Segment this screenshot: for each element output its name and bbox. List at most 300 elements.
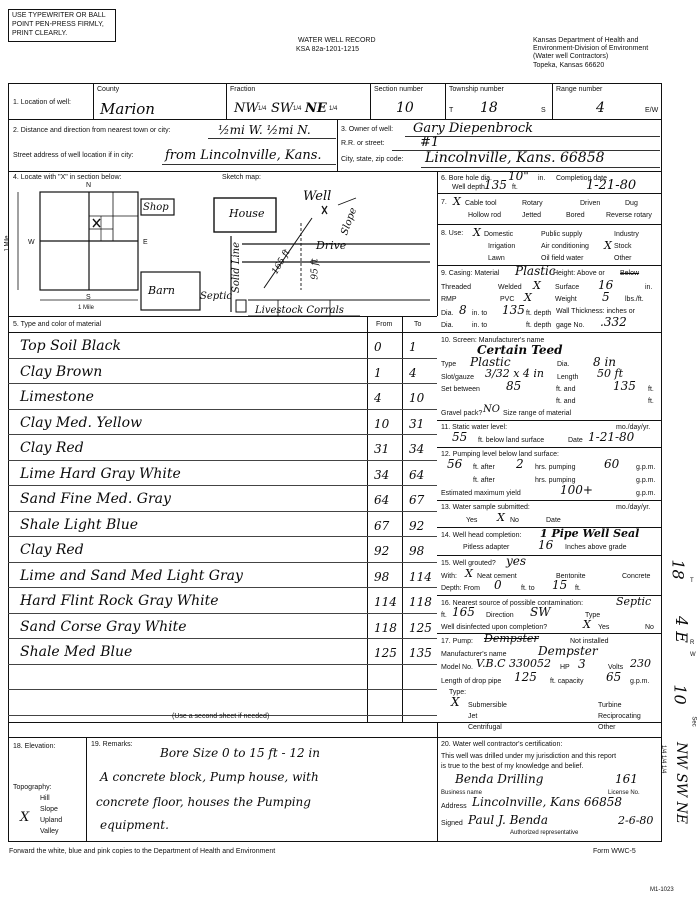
pump-mfr: Manufacturer's name (441, 651, 507, 658)
log-material: Sand Corse Gray White (20, 618, 187, 635)
distance-value: ½mi W. ½mi N. (218, 123, 311, 137)
log-material: Top Soil Black (20, 338, 121, 354)
pump-x: X (451, 695, 460, 709)
pump-cap: ft. capacity (550, 678, 584, 685)
casing-surface: Surface (555, 284, 580, 291)
pump-gpm: g.p.m. (630, 678, 650, 685)
casing-label: 9. Casing: Material (441, 270, 500, 277)
static-level: 55 (452, 430, 468, 444)
owner-value: Gary Diepenbrock (413, 121, 534, 136)
margin-sec-label: Sec (690, 716, 697, 727)
log-to: 98 (409, 544, 425, 558)
to-header: To (414, 321, 422, 328)
log-rule (8, 587, 437, 588)
compass-e: E (143, 239, 148, 246)
casing-gage-val: .332 (600, 315, 627, 329)
remarks-2: A concrete block, Pump house, with (100, 770, 319, 784)
margin-r-label: R (690, 640, 695, 646)
grout-to: 15 (552, 578, 568, 592)
screen-ft: ft. (648, 386, 654, 393)
screen-type-val: Plastic (470, 355, 511, 369)
footer-note: Forward the white, blue and pink copies to the Department of Health and Environment (9, 848, 276, 855)
screen-label: 10. Screen: Manufacturer's name (441, 337, 545, 344)
gravel-val: NO (483, 404, 500, 415)
pitless-above: 16 (538, 538, 554, 552)
log-from: 0 (374, 340, 382, 354)
margin-w-label: W (690, 652, 696, 658)
map-drive: Drive (316, 239, 347, 252)
pump-cent: Centrifugal (468, 724, 502, 731)
sample-mo: mo./day/yr. (616, 504, 651, 511)
log-rule (8, 562, 437, 563)
log-rule (8, 689, 437, 690)
township-label: Township number (449, 86, 504, 93)
city-value: Lincolnville, Kans. 66858 (425, 150, 605, 166)
compass-w: W (28, 239, 35, 246)
fraction-value-3: NE (305, 101, 327, 116)
log-to: 31 (409, 416, 425, 431)
screen-set-1: 85 (506, 379, 522, 393)
screen-mfr: Certain Teed (477, 343, 563, 357)
topo-x: X (20, 810, 30, 825)
mile-horizontal: 1 Mile (78, 305, 95, 311)
cert-label: 20. Water well contractor's certification: (441, 741, 563, 748)
use-industry: Industry (614, 231, 639, 238)
pump-drop-val: 125 (514, 670, 537, 684)
cert-l2: This well was drilled under my jurisdiction and this report (441, 753, 617, 760)
log-to: 4 (409, 365, 417, 380)
map-barn: Barn (148, 284, 175, 297)
owner-label: 3. Owner of well: (341, 126, 394, 133)
screen-dia-val: 8 in (593, 355, 617, 369)
bore-label: 6. Bore hole dia. (441, 175, 492, 182)
map-corrals: Livestock Corrals (255, 305, 344, 316)
remarks-label: 19. Remarks: (91, 741, 133, 748)
sample-label: 13. Water sample submitted: (441, 504, 530, 511)
quarter-2: 1/4 (293, 106, 302, 112)
location-label: 1. Location of well: (13, 99, 71, 106)
log-to: 34 (409, 442, 425, 456)
contam-val: Septic (616, 595, 652, 608)
screen-ft-and-2: ft. and (556, 398, 576, 405)
use-public: Public supply (541, 231, 583, 238)
street-label: Street address of well location if in city: (13, 152, 134, 159)
pump-volts: Volts (608, 664, 624, 671)
log-material: Sand Fine Med. Gray (20, 491, 171, 507)
log-rule (8, 460, 437, 461)
log-material: Clay Brown (20, 363, 103, 380)
casing-dia-2: Dia. (441, 322, 454, 329)
compass-s: S (86, 294, 91, 301)
log-rule (8, 511, 437, 512)
grouted-val: yes (506, 554, 527, 568)
log-material: Shale Light Blue (20, 516, 139, 533)
pump-notinst: Not installed (570, 638, 609, 645)
log-to: 118 (409, 595, 432, 609)
log-to: 92 (409, 518, 425, 533)
casing-depth-val: 135 (502, 303, 525, 317)
casing-threaded: Threaded (441, 284, 471, 291)
margin-t-label: T (690, 578, 694, 584)
static-date: 1-21-80 (588, 430, 635, 444)
disinfected-yes: Yes (598, 624, 610, 631)
log-from: 10 (374, 416, 390, 431)
depth-value: 135 (484, 178, 507, 192)
use-label: 8. Use: (441, 230, 464, 237)
dug: Dug (625, 200, 638, 207)
quarter-1: 1/4 (258, 106, 267, 112)
cert-signed: Signed (441, 820, 463, 827)
log-from: 34 (374, 467, 390, 482)
disinfected-label: Well disinfected upon completion? (441, 624, 548, 631)
grout-ft-to: ft. to (521, 585, 535, 592)
cert-lic: 161 (615, 772, 638, 786)
map-dist-165: 165 ft (270, 247, 293, 277)
screen-ft-3: ft. (648, 398, 654, 405)
log-to: 135 (409, 646, 432, 660)
reverse-rotary: Reverse rotary (606, 212, 652, 219)
depth-label: Well depth (452, 184, 485, 191)
grout-with: With: (441, 573, 457, 580)
log-material: Lime and Sand Med Light Gray (20, 567, 243, 584)
log-rule (8, 613, 437, 614)
contam-type: Type (585, 612, 601, 619)
fraction-label: Fraction (230, 86, 256, 93)
quarter-3: 1/4 (329, 106, 338, 112)
screen-set: Set between (441, 386, 480, 393)
pumping-hrs-2: hrs. pumping (535, 477, 576, 484)
screen-ft-and: ft. and (556, 386, 576, 393)
notice-line-2: POINT PEN-PRESS FIRMLY, (12, 21, 104, 28)
margin-section: 10 (670, 684, 690, 705)
contam-direction: Direction (486, 612, 514, 619)
casing-material: Plastic (515, 264, 556, 278)
rr-label: R.R. or street: (341, 140, 385, 147)
fraction-value-1: NW (234, 101, 259, 116)
log-from: 4 (374, 391, 382, 405)
topo-upland: Upland (40, 817, 63, 824)
city-label: City, state, zip code: (341, 156, 404, 163)
bored: Bored (566, 212, 585, 219)
use-lawn: Lawn (488, 255, 505, 262)
agency-4: Topeka, Kansas 66620 (533, 62, 605, 69)
margin-quarters: NW SW NE (673, 742, 689, 824)
contam-dist: 165 (452, 605, 475, 619)
wellhead-val: 1 Pipe Well Seal (540, 527, 640, 540)
completion-date: 1-21-80 (586, 178, 637, 193)
gravel-label: Gravel pack? (441, 410, 483, 417)
pump-model: Model No. (441, 664, 473, 671)
pump-sub: Submersible (468, 702, 507, 709)
contam-label: 16. Nearest source of possible contamination: (441, 600, 584, 607)
table-footer: (Use a second sheet if needed) (172, 713, 270, 720)
static-label: 11. Static water level: (441, 424, 508, 431)
pump-turb: Turbine (598, 702, 622, 709)
log-to: 114 (409, 569, 432, 584)
pump-hp: HP (560, 664, 570, 671)
pump-val: Dempster (484, 632, 539, 645)
mile-vertical: 1 Mile (4, 235, 11, 252)
disinfected-no: No (645, 624, 654, 631)
sample-x: X (497, 511, 505, 524)
sample-date: Date (546, 517, 561, 524)
bore-dia: 10" (508, 169, 529, 183)
log-rule (8, 664, 437, 665)
agency-1: Kansas Department of Health and (533, 37, 639, 44)
cert-addr-label: Address (441, 803, 467, 810)
pumping-v1: 56 (447, 457, 463, 471)
pump-model-val: V.B.C 330052 (476, 657, 552, 670)
map-septic: Septic (200, 291, 232, 302)
log-to: 10 (409, 391, 425, 405)
sec7-x: X (453, 195, 461, 208)
casing-dia: Dia. (441, 310, 454, 317)
casing-wall: Wall Thickness: inches or (556, 308, 635, 315)
completion-label: Completion date (556, 175, 607, 182)
log-to: 67 (409, 493, 425, 507)
gravel-size: Size range of material (503, 410, 572, 417)
casing-dia-val: 8 (459, 303, 467, 317)
fraction-value-2: SW (271, 101, 294, 116)
pitless-inches: Inches above grade (565, 544, 627, 551)
log-from: 98 (374, 569, 390, 584)
margin-township: 18 (668, 559, 688, 580)
form-title: WATER WELL RECORD (298, 37, 376, 44)
log-from: 118 (374, 620, 397, 635)
pump-mfr-val: Dempster (538, 644, 598, 658)
map-house: House (229, 207, 265, 220)
map-well: Well (303, 189, 332, 204)
disinfected-x: X (583, 618, 591, 631)
screen-slot: Slot/gauze (441, 374, 475, 381)
pump-hp-val: 3 (578, 657, 586, 671)
driven: Driven (580, 200, 601, 207)
log-rule (8, 536, 437, 537)
map-solid-line: Solid Line (231, 241, 243, 294)
range-label: Range number (556, 86, 603, 93)
grout-x: X (465, 567, 473, 580)
range-value: 4 (596, 100, 605, 116)
agency-3: (Water well Contractors) (533, 53, 609, 60)
pump-other: Other (598, 724, 616, 731)
yield-value: 100+ (560, 483, 593, 497)
pitless-label: Pitless adapter (463, 544, 510, 551)
section-label: Section number (374, 86, 424, 93)
range-ew: E/W (645, 107, 659, 114)
distance-label: 2. Distance and direction from nearest town or city: (13, 127, 171, 134)
agency-2: Environment-Division of Environment (533, 45, 649, 52)
pumping-after-2: ft. after (473, 477, 495, 484)
cert-ln: License No. (608, 790, 640, 796)
screen-dia: Dia. (557, 361, 570, 368)
grouted-label: 15. Well grouted? (441, 560, 496, 567)
log-material: Clay Med. Yellow (20, 414, 143, 431)
casing-welded-x: X (533, 279, 541, 292)
county-value: Marion (100, 100, 155, 118)
pump-label: 17. Pump: (441, 638, 473, 645)
log-material: Shale Med Blue (20, 644, 133, 660)
depth-ft: ft. (512, 184, 518, 191)
casing-welded: Welded (498, 284, 522, 291)
cert-date: 2-6-80 (618, 814, 654, 827)
casing-to: in. to (472, 310, 488, 317)
section-value: 10 (396, 100, 414, 116)
pumping-label: 12. Pumping level below land surface: (441, 451, 559, 458)
pump-cap-val: 65 (606, 670, 622, 684)
log-from: 67 (374, 518, 390, 533)
screen-slot-val: 3/32 x 4 in (485, 367, 544, 380)
pump-drop: Length of drop pipe (441, 678, 502, 685)
casing-to-2: in. to (472, 322, 488, 329)
grout-bent: Bentonite (556, 573, 586, 580)
map-dist-95: 95 ft (310, 258, 321, 280)
margin-range: 4 E (671, 616, 691, 643)
cert-sig: Paul J. Benda (468, 813, 549, 827)
form-code: M1-1023 (650, 887, 674, 893)
pump-type: Type: (449, 689, 467, 696)
log-from: 31 (374, 442, 390, 456)
pumping-gpm: g.p.m. (636, 464, 656, 471)
cable-tool: Cable tool (465, 200, 497, 207)
pumping-g1: 60 (604, 457, 620, 471)
log-to: 125 (409, 620, 432, 635)
use-stock: Stock (614, 243, 632, 250)
log-rule (8, 434, 437, 435)
contam-ft: ft. (441, 612, 447, 619)
grout-conc: Concrete (622, 573, 651, 580)
screen-type: Type (441, 361, 457, 368)
screen-length: Length (557, 374, 579, 381)
sketch-label: Sketch map: (222, 174, 261, 181)
map-slope: Slope (339, 206, 360, 237)
hollow-rod: Hollow rod (468, 212, 502, 219)
township-value: 18 (480, 100, 498, 116)
log-from: 64 (374, 493, 390, 507)
use-x2: X (604, 239, 612, 252)
use-air: Air conditioning (541, 243, 589, 250)
pump-volts-val: 230 (630, 657, 651, 670)
pumping-gpm-2: g.p.m. (636, 477, 656, 484)
log-rule (8, 409, 437, 410)
street-value: from Lincolnville, Kans. (165, 148, 322, 163)
static-mo: mo./day/yr. (616, 424, 651, 431)
county-label: County (97, 86, 120, 93)
cert-bn: Business name (441, 790, 483, 796)
log-material: Clay Red (20, 542, 84, 558)
pumping-after: ft. after (473, 464, 495, 471)
cert-auth: Authorized representative (510, 830, 579, 836)
cert-name: Benda Drilling (455, 772, 544, 786)
sample-yes: Yes (466, 517, 478, 524)
elevation-label: 18. Elevation: (13, 743, 56, 750)
topo-hill: Hill (40, 795, 50, 802)
log-material: Hard Flint Rock Gray White (20, 593, 219, 609)
log-from: 92 (374, 544, 390, 558)
static-below: ft. below land surface (478, 437, 545, 444)
pumping-hrs: hrs. pumping (535, 464, 576, 471)
log-rule (8, 383, 437, 384)
casing-surface-val: 16 (598, 278, 614, 292)
use-oil: Oil field water (541, 255, 584, 262)
wellhead-label: 14. Well head completion: (441, 532, 522, 539)
log-to: 64 (409, 467, 425, 482)
casing-ft-depth-2: ft. depth (526, 322, 552, 329)
log-material: Lime Hard Gray White (20, 465, 181, 482)
township-t: T (449, 107, 454, 114)
screen-length-val: 50 ft (597, 367, 623, 380)
pump-recip: Reciprocating (598, 713, 641, 720)
casing-in: in. (645, 284, 653, 291)
pumping-h1: 2 (516, 457, 524, 471)
topo-label: Topography: (13, 784, 52, 791)
material-label: 5. Type and color of material (13, 321, 102, 328)
use-domestic: Domestic (484, 231, 514, 238)
casing-weight: Weight (555, 296, 577, 303)
grout-ft: ft. (575, 585, 581, 592)
rotary: Rotary (522, 200, 543, 207)
casing-gage: gage No. (556, 322, 585, 329)
sec7-label: 7. (441, 199, 447, 206)
screen-set-2: 135 (613, 379, 636, 393)
form-statute: KSA 82a-1201-1215 (296, 46, 360, 53)
remarks-1: Bore Size 0 to 15 ft - 12 in (160, 746, 320, 760)
use-irrigation: Irrigation (488, 243, 516, 250)
grout-neat: Neat cement (477, 573, 517, 580)
casing-below: Below (620, 270, 640, 277)
casing-weight-val: 5 (602, 290, 610, 304)
from-header: From (376, 321, 393, 328)
form-number: Form WWC-5 (593, 848, 636, 855)
casing-pvc: PVC (500, 296, 515, 303)
log-rule (8, 358, 437, 359)
rr-value: #1 (420, 135, 440, 150)
log-material: Clay Red (20, 440, 84, 456)
log-material: Limestone (20, 389, 94, 405)
casing-ft-depth: ft. depth (526, 310, 552, 317)
log-from: 1 (374, 365, 382, 380)
notice-line-3: PRINT CLEARLY. (12, 30, 68, 37)
casing-lbs: lbs./ft. (625, 296, 644, 303)
section-grid (0, 0, 700, 330)
use-x1: X (473, 226, 481, 239)
log-from: 114 (374, 595, 397, 609)
grout-depth: Depth: From (441, 585, 480, 592)
map-shop: Shop (143, 202, 169, 213)
log-to: 1 (409, 340, 417, 354)
yield-gpm: g.p.m. (636, 490, 656, 497)
contam-dir: SW (530, 605, 551, 619)
static-date-label: Date (568, 437, 583, 444)
casing-height: Height: Above or (553, 270, 605, 277)
remarks-4: equipment. (100, 818, 169, 832)
sample-no: No (510, 517, 519, 524)
cert-l3: is true to the best of my knowledge and belief. (441, 763, 584, 770)
log-rule (8, 485, 437, 486)
use-other: Other (614, 255, 632, 262)
grout-from: 0 (494, 578, 502, 592)
yield-label: Estimated maximum yield (441, 490, 521, 497)
casing-rmp: RMP (441, 296, 457, 303)
bore-in: in. (538, 175, 546, 182)
notice-line-1: USE TYPEWRITER OR BALL (12, 12, 106, 19)
cert-addr: Lincolnville, Kans 66858 (472, 795, 623, 809)
casing-pvc-x: X (524, 291, 532, 304)
remarks-3: concrete floor, houses the Pumping (96, 795, 311, 809)
topo-valley: Valley (40, 828, 59, 835)
sec4-label: 4. Locate with "X" in section below: (13, 174, 122, 181)
township-s: S (541, 107, 546, 114)
log-rule (8, 638, 437, 639)
